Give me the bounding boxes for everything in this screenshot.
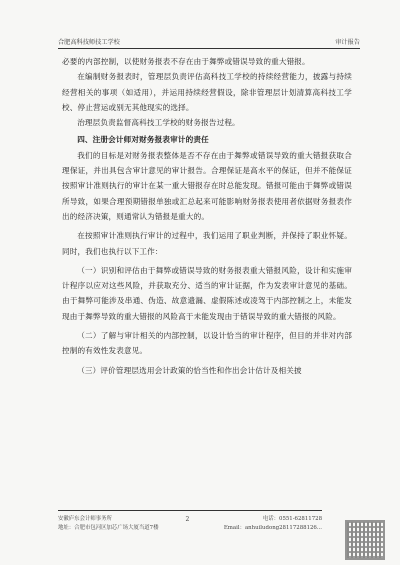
header-report-title: 审计报告 [335,39,360,46]
page-header [58,34,360,49]
footer-email: Email：anhuiludong28117288126... [223,525,322,531]
page-footer [58,510,322,533]
paragraph: 我们的目标是对财务报表整体是否不存在由于舞弊或错误导致的重大错报获取合理保证，并出具包含审计意见的审计报告。合理保证是高水平的保证，但并不能保证按照审计准则执行的审计在某一重大错报存在时总能发现。错报可能由于舞弊或错误所导致，如果合理预期错报单独或汇总起来可能影响财务报表使用者依据财务报表作出的经济决策，则通常认为错报是重大的。 [62,150,352,221]
paragraph: 治理层负责监督高科技工学校的财务报告过程。 [77,118,240,128]
paragraph: 在编制财务报表时，管理层负责评估高科技工学校的持续经营能力，披露与持续经营相关的事项（如适用），并运用持续经营假设，除非管理层计划清算高科技工学校、停止营运或别无其他现实的选择。 [62,72,352,112]
footer-address: 地址：合肥市包河区加芯广场大厦当道7楼 [58,525,159,531]
paragraph: （一）识别和评估由于舞弊或错误导致的财务报表重大错报风险，设计和实施审计程序以应对这些风险，并获取充分、适当的审计证据，作为发表审计意见的基础。由于舞弊可能涉及串通、伪造、故意遗漏、虚假陈述或凌驾于内部控制之上，未能发现由于舞弊导致的重大错报的风险高于未能发现由于错误导致的重大错报的风险。 [62,265,352,321]
section-heading: 四、注册会计师对财务报表审计的责任 [77,135,209,145]
qr-code-icon [345,520,385,560]
paragraph: （三）评价管理层选用会计政策的恰当性和作出会计估计及相关披 [77,365,302,375]
paragraph: 在按照审计准则执行审计的过程中，我们运用了职业判断，并保持了职业怀疑。同时，我们也执行以下工作： [62,231,352,256]
footer-phone: 电话：0551-62811728 [262,516,322,522]
paragraph: （二）了解与审计相关的内部控制，以设计恰当的审计程序，但目的并非对内部控制的有效性发表意见。 [62,331,352,356]
page-number: 2 [185,516,190,523]
paragraph: 必要的内部控制，以使财务报表不存在由于舞弊或错误导致的重大错报。 [62,57,310,66]
footer-firm-name: 安徽庐东会计师事务所 [58,516,112,522]
header-school-name: 合肥高科技师技工学校 [58,39,120,46]
report-body [62,54,352,378]
